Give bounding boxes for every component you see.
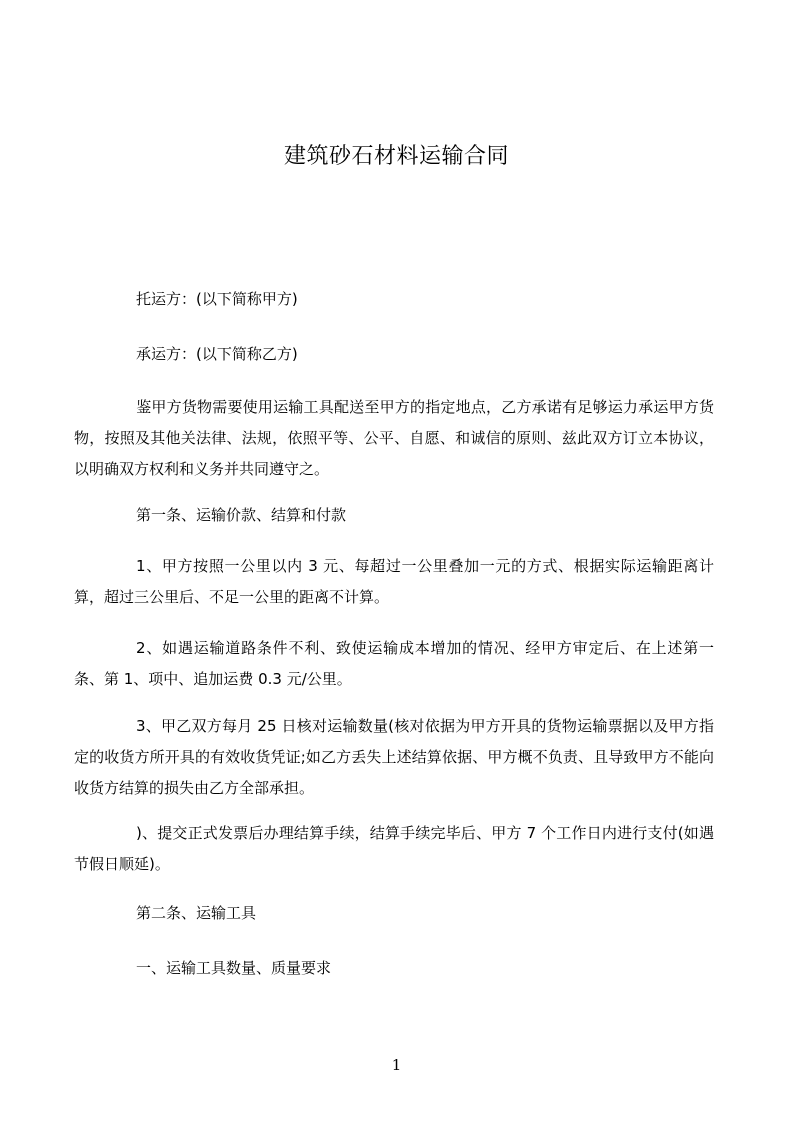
heading-text: 第二条、运输工具 (136, 904, 257, 922)
paragraph-text: 鉴甲方货物需要使用运输工具配送至甲方的指定地点，乙方承诺有足够运力承运甲方货物，按照及其他关法律、法规，依照平等、公平、自愿、和诚信的原则、兹此双方订立本协议，以明确双方权利和义务并共同遵守之。 (74, 398, 714, 478)
paragraph-text: 承运方：(以下简称乙方) (136, 345, 298, 363)
heading-text: 第一条、运输价款、结算和付款 (136, 506, 347, 524)
paragraph-carrier (74, 339, 714, 370)
paragraph-consignor (74, 284, 714, 315)
page-number: 1 (391, 1056, 402, 1074)
article-two-heading (74, 898, 714, 929)
clause-3 (74, 711, 714, 804)
paragraph-text: )、提交正式发票后办理结算手续，结算手续完毕后、甲方 7 个工作日内进行支付(如遇节假日顺延)。 (74, 824, 714, 873)
paragraph-text: 2、如遇运输道路条件不利、致使运输成本增加的情况、经甲方审定后、在上述第一条、第 1、项中、追加运费 0.3 元/公里。 (74, 639, 714, 688)
document-title: 建筑砂石材料运输合同 (283, 144, 509, 169)
paragraph-preamble (74, 392, 714, 485)
clause-1 (74, 551, 714, 613)
paragraph-text: 1、甲方按照一公里以内 3 元、每超过一公里叠加一元的方式、根据实际运输距离计算，超过三公里后、不足一公里的距离不计算。 (74, 557, 714, 606)
paragraph-text: 托运方：(以下简称甲方) (136, 290, 298, 308)
paragraph-text: 3、甲乙双方每月 25 日核对运输数量(核对依据为甲方开具的货物运输票据以及甲方指定的收货方所开具的有效收货凭证;如乙方丢失上述结算依据、甲方概不负责、且导致甲方不能向收货方结算的损失由乙方全部承担。 (74, 717, 714, 797)
clause-settlement (74, 818, 714, 880)
heading-text: 一、运输工具数量、质量要求 (136, 959, 332, 977)
section-heading (74, 953, 714, 984)
article-one-heading (74, 500, 714, 531)
clause-2 (74, 633, 714, 695)
